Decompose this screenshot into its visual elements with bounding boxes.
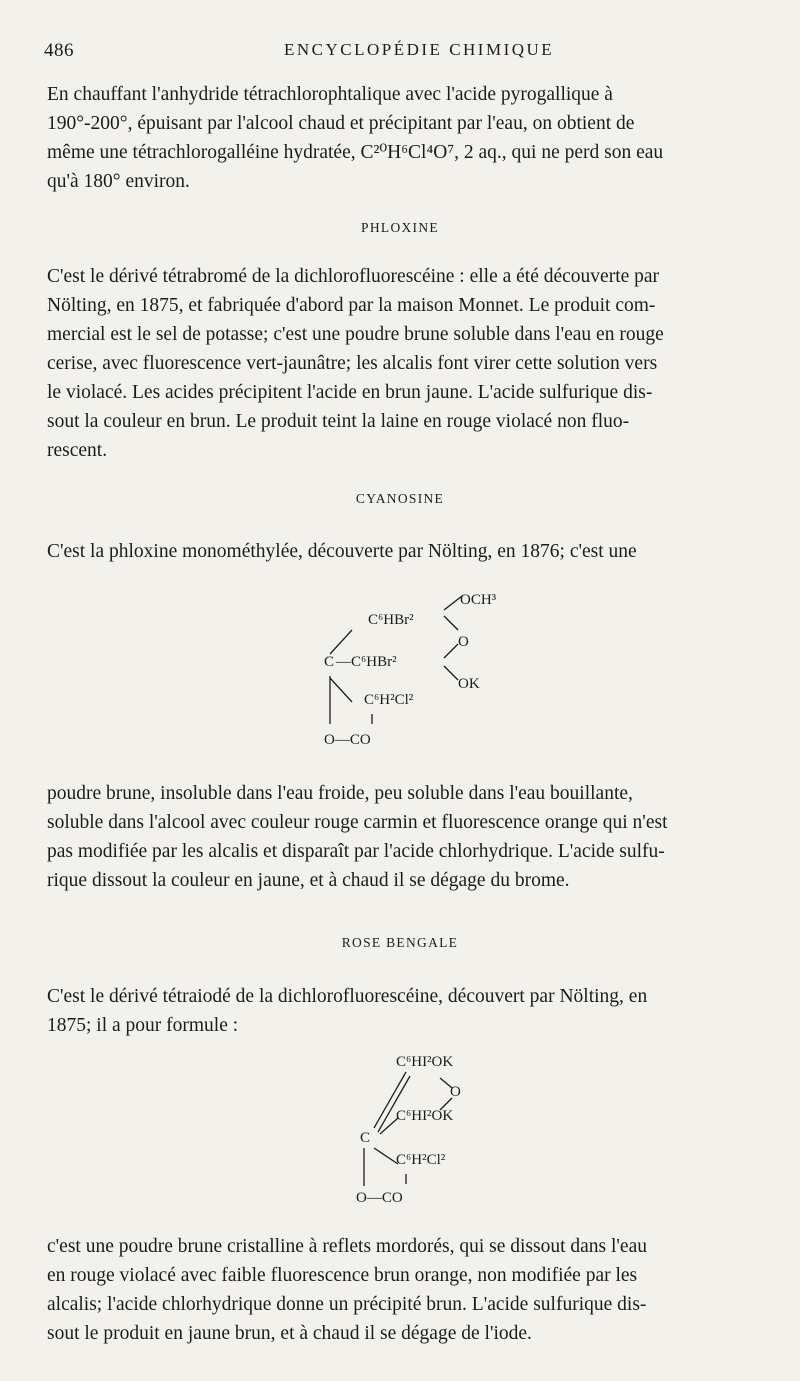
phloxine-paragraph — [47, 262, 779, 465]
rose-bengale-formula — [340, 1052, 560, 1212]
text-line: qu'à 180° environ. — [47, 171, 190, 192]
formula-c6h2cl2: C⁶H²Cl² — [364, 692, 414, 708]
formula-o-co: O—CO — [324, 732, 371, 748]
intro-paragraph — [47, 80, 779, 196]
formula-ok: OK — [458, 676, 480, 692]
text-line: le violacé. Les acides précipitent l'acide en brun jaune. L'acide sulfurique dis- — [47, 382, 653, 403]
text-line: 1875; il a pour formule : — [47, 1015, 239, 1036]
formula-c6hi2ok-top: C⁶HI²OK — [396, 1054, 454, 1070]
text-line: alcalis; l'acide chlorhydrique donne un précipité brun. L'acide sulfurique dis- — [47, 1294, 647, 1315]
formula-c6h2cl2: C⁶H²Cl² — [396, 1152, 446, 1168]
section-heading-cyanosine: CYANOSINE — [355, 491, 445, 506]
formula-c-atom: C — [324, 654, 335, 670]
cyanosine-paragraph — [47, 779, 779, 895]
cyanosine-intro — [47, 537, 779, 566]
text-line: sout la couleur en brun. Le produit teint la laine en rouge violacé non fluo- — [47, 411, 630, 432]
formula-c6hi2ok-mid: C⁶HI²OK — [396, 1108, 454, 1124]
formula-c6hbr2-top: C⁶HBr² — [368, 612, 414, 628]
text-line: Nölting, en 1875, et fabriquée d'abord par la maison Monnet. Le produit com- — [47, 295, 656, 316]
section-heading-phloxine: PHLOXINE — [361, 220, 439, 235]
page-header — [44, 40, 744, 66]
text-line: en rouge violacé avec faible fluorescence brun orange, non modifiée par les — [47, 1265, 638, 1286]
page-number: 486 — [44, 40, 74, 61]
text-line: rique dissout la couleur en jaune, et à chaud il se dégage du brome. — [47, 870, 570, 891]
formula-o-bridge: O — [450, 1084, 461, 1100]
section-heading-rose-bengale: ROSE BENGALE — [341, 935, 459, 950]
formula-och3: OCH³ — [460, 592, 497, 608]
text-line: c'est une poudre brune cristalline à reflets mordorés, qui se dissout dans l'eau — [47, 1236, 647, 1257]
text-line: mercial est le sel de potasse; c'est une poudre brune soluble dans l'eau en rouge — [47, 324, 664, 345]
text-line: même une tétrachlorogalléine hydratée, C²⁰H⁶Cl⁴O⁷, 2 aq., qui ne perd son eau — [47, 142, 664, 163]
text-line: rescent. — [47, 440, 108, 461]
rose-bengale-paragraph — [47, 1232, 779, 1348]
text-line: 190°-200°, épuisant par l'alcool chaud et précipitant par l'eau, on obtient de — [47, 113, 635, 134]
text-line: pas modifiée par les alcalis et disparaît par l'acide chlorhydrique. L'acide sulfu- — [47, 841, 665, 862]
formula-o-bridge: O — [458, 634, 469, 650]
text-line: C'est le dérivé tétraiodé de la dichlorofluorescéine, découvert par Nölting, en — [47, 986, 648, 1007]
formula-c-atom: C — [360, 1130, 371, 1146]
text-line: En chauffant l'anhydride tétrachlorophtalique avec l'acide pyrogallique à — [47, 84, 613, 105]
text-line: cerise, avec fluorescence vert-jaunâtre; les alcalis font virer cette solution vers — [47, 353, 658, 374]
formula-bonds — [340, 1052, 560, 1212]
cyanosine-formula — [300, 588, 560, 758]
formula-c6hbr2-mid: —C⁶HBr² — [336, 654, 397, 670]
text-line: C'est le dérivé tétrabromé de la dichlorofluorescéine : elle a été découverte par — [47, 266, 660, 287]
rose-bengale-intro — [47, 982, 779, 1040]
text-line: sout le produit en jaune brun, et à chaud il se dégage de l'iode. — [47, 1323, 532, 1344]
text-line: poudre brune, insoluble dans l'eau froide, peu soluble dans l'eau bouillante, — [47, 783, 633, 804]
text-line: soluble dans l'alcool avec couleur rouge carmin et fluorescence orange qui n'est — [47, 812, 668, 833]
running-title: ENCYCLOPÉDIE CHIMIQUE — [284, 40, 555, 59]
formula-o-co: O—CO — [356, 1190, 403, 1206]
text-line: C'est la phloxine monométhylée, découverte par Nölting, en 1876; c'est une — [47, 541, 637, 562]
